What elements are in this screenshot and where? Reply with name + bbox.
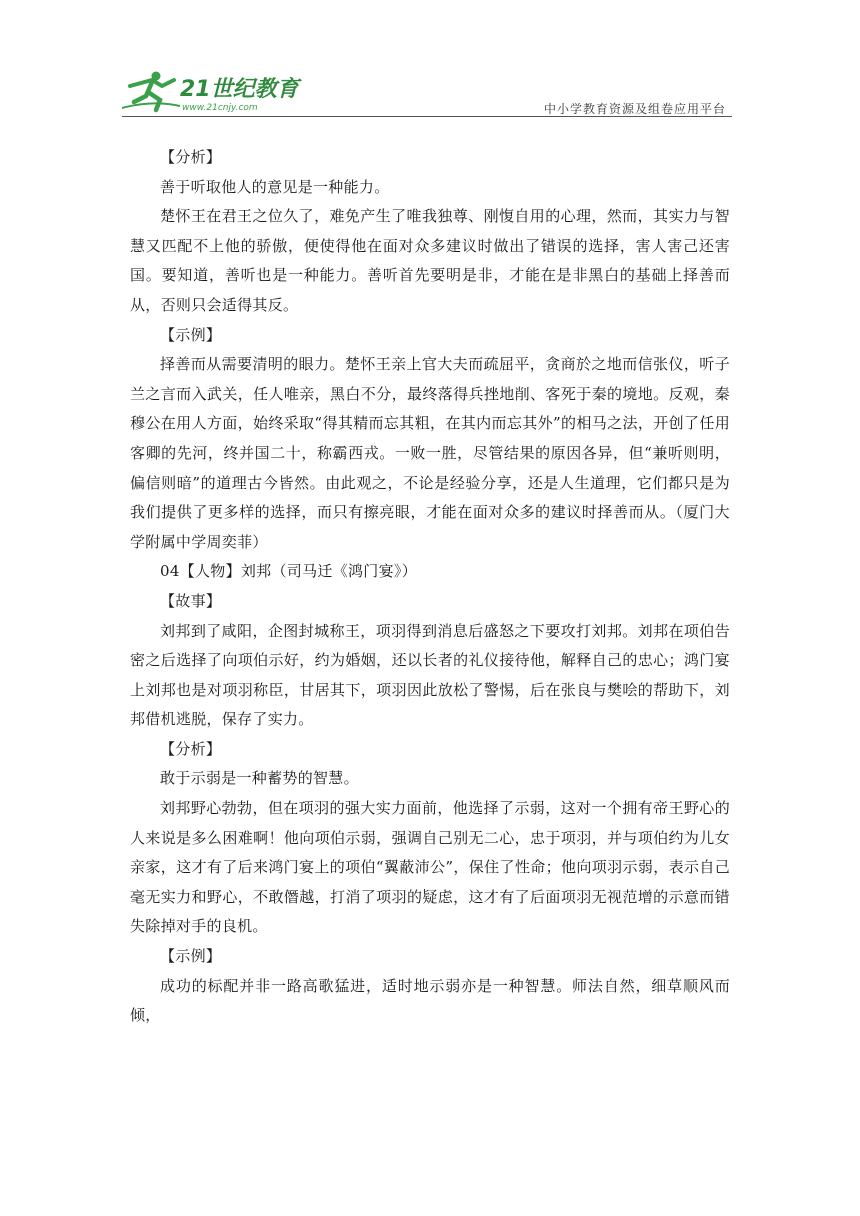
- paragraph: 善于听取他人的意见是一种能力。: [160, 177, 390, 196]
- document-body: [130, 143, 730, 1031]
- runner-icon: [122, 72, 180, 111]
- page-header: [122, 62, 732, 118]
- header-divider: [122, 116, 732, 117]
- paragraph: 刘邦野心勃勃，但在项羽的强大实力面前，他选择了示弱，这对一个拥有帝王野心的人来说是多么困难啊！他向项伯示弱，强调自己别无二心，忠于项羽，并与项伯约为儿女亲家，这才有了后来鸿门宴上的项伯“翼蔽沛公”，保住了性命；他向项羽示弱，表示自己毫无实力和野心，不敢僭越，打消了项羽的疑虑，这才有了后面项羽无视范增的示意而错失除掉对手的良机。: [130, 799, 730, 936]
- section-heading: 【示例】: [160, 947, 222, 966]
- paragraph: 成功的标配并非一路高歌猛进，适时地示弱亦是一种智慧。师法自然，细草顺风而倾，: [130, 976, 730, 1025]
- paragraph: 刘邦到了咸阳，企图封城称王，项羽得到消息后盛怒之下要攻打刘邦。刘邦在项伯告密之后选择了向项伯示好，约为婚姻，还以长者的礼仪接待他，解释自己的忠心；鸿门宴上刘邦也是对项羽称臣，甘居其下，项羽因此放松了警惕，后在张良与樊哙的帮助下，刘邦借机逃脱，保存了实力。: [130, 621, 730, 729]
- section-heading: 【示例】: [160, 325, 222, 344]
- section-heading: 【分析】: [160, 739, 222, 758]
- paragraph: 择善而从需要清明的眼力。楚怀王亲上官大夫而疏屈平，贪商於之地而信张仪，听子兰之言而入武关，任人唯亲，黑白不分，最终落得兵挫地削、客死于秦的境地。反观，秦穆公在用人方面，始终采取“得其精而忘其粗，在其内而忘其外”的相马之法，开创了任用客卿的先河，终并国二十，称霸西戎。一败一胜，尽管结果的原因各异，但“兼听则明，偏信则暗”的道理古今皆然。由此观之，不论是经验分享，还是人生道理，它们都只是为我们提供了更多样的选择，而只有擦亮眼，才能在面对众多的建议时择善而从。（厦门大学附属中学周奕菲）: [130, 355, 730, 551]
- section-heading: 【故事】: [160, 591, 222, 610]
- section-heading: 【分析】: [160, 148, 222, 166]
- logo-url: www.21cnjy.com: [182, 103, 258, 113]
- platform-name: 中小学教育资源及组卷应用平台: [543, 102, 726, 116]
- paragraph: 楚怀王在君王之位久了，难免产生了唯我独尊、刚愎自用的心理，然而，其实力与智慧又匹配不上他的骄傲，便使得他在面对众多建议时做出了错误的选择，害人害己还害国。要知道，善听也是一种能力。善听首先要明是非，才能在是非黑白的基础上择善而从，否则只会适得其反。: [130, 207, 730, 314]
- paragraph: 04【人物】刘邦（司马迁《鸿门宴》）: [160, 562, 417, 581]
- logo-title: 21世纪教育: [180, 77, 299, 102]
- logo-21cnjy: [122, 66, 302, 114]
- paragraph: 敢于示弱是一种蓄势的智慧。: [160, 769, 359, 788]
